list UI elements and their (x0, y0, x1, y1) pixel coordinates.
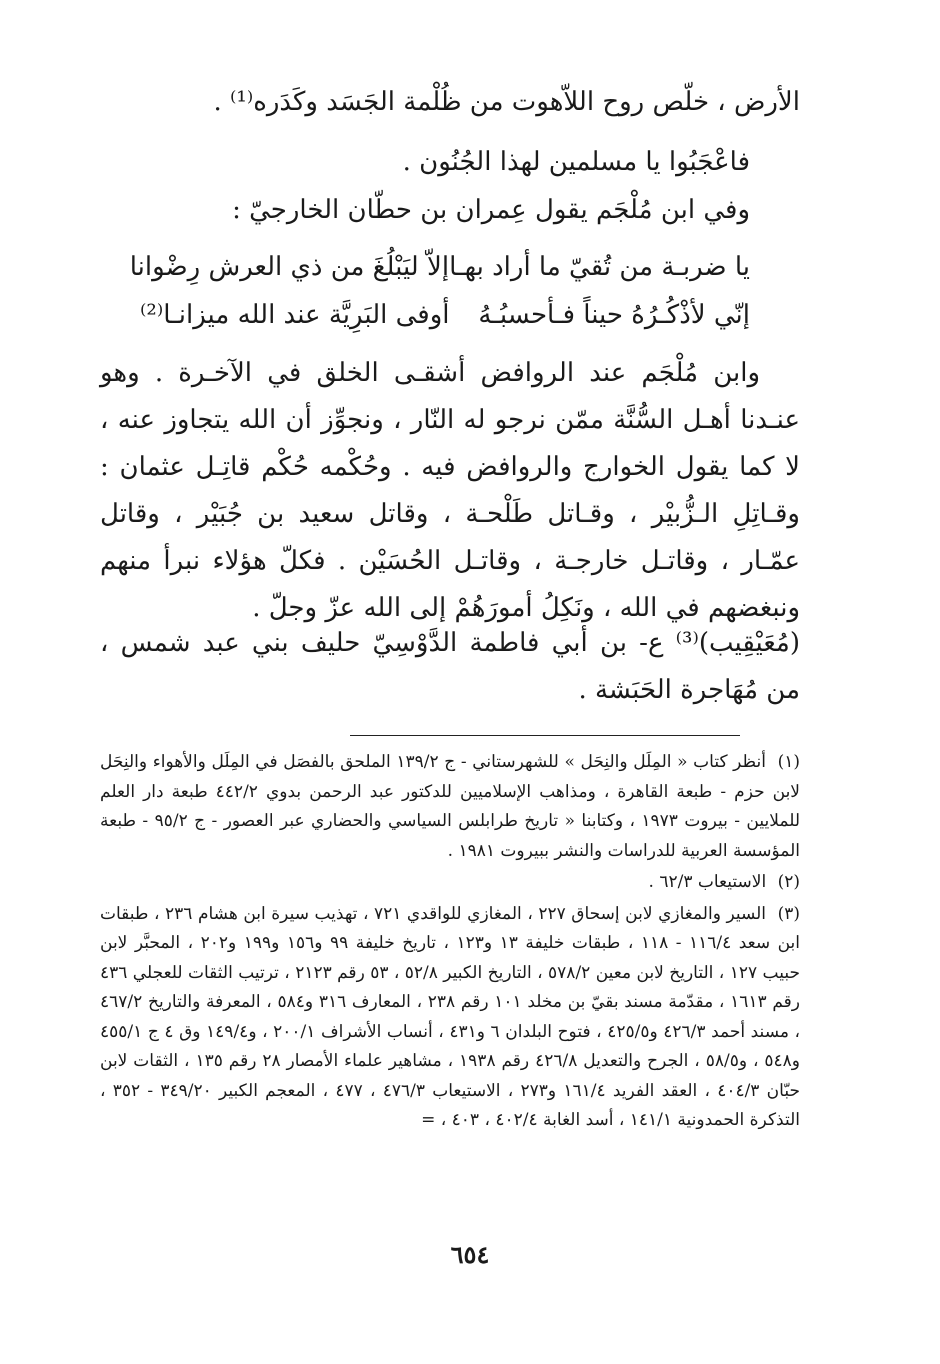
verse-2-second-hemistich: أوفى البَرِيَّة عند الله ميزانـا⁽²⁾ (140, 300, 450, 330)
body-line-3: وفي ابن مُلْجَم يقول عِمران بن حطّان الخارجيّ : (232, 195, 750, 225)
verse-1-first-hemistich: يا ضربـة من تُقيّ ما أراد بهـا (449, 252, 750, 282)
verse-2 (140, 293, 750, 337)
body-line-1: الأرض ، خلّص روح اللاّهوت من ظُلْمة الجَسَد وكَدَره⁽¹⁾ . (213, 87, 800, 117)
footnote-2-text: الاستيعاب ٦٢/٣ . (648, 872, 767, 892)
footnote-3-text: السير والمغازي لابن إسحاق ٢٢٧ ، المغازي للواقدي ٧٢١ ، تهذيب سيرة ابن هشام ٢٣٦ ، طبقات ابن سعد ١١٦/٤ - ١١٨ ، طبقات خليفة ١٣ و١٢٣ ، تاريخ خليفة ٩٩ و١٥٦ و١٩٩ و٢٠٢ ، المحبَّر لابن حبيب ١٢٧ ، التاريخ لابن معين ٥٧٨/٢ ، التاريخ الكبير ٥٢/٨ ، ٥٣ رقم ٢١٢٣ ، ترتيب الثقات للعجلي ٤٣٦ رقم ١٦١٣ ، مقدّمة مسند بقيّ بن مخلد ١٠١ رقم ٢٣٨ ، المعارف ٣١٦ و٥٨٤ ، المعرفة والتاريخ ٤٦٧/٢ ، مسند أحمد ٤٢٦/٣ و٤٢٥/٥ ، فتوح البلدان ٦ و٤٣١ ، أنساب الأشراف ٢٠٠/١ ، و١٤٩/٤ وق ٤ ج ٤٥٥/١ و٥٤٨ ، و٥٨/٥ ، الجرح والتعديل ٤٢٦/٨ رقم ١٩٣٨ ، مشاهير علماء الأمصار ٢٨ رقم ١٣٥ ، الثقات لابن حبّان ٤٠٤/٣ ، العقد الفريد ١٦١/٤ و٢٧٣ ، الاستيعاب ٤٧٦/٣ ، ٤٧٧ ، المعجم الكبير ٣٤٩/٢٠ - ٣٥٢ ، التذكرة الحمدونية ١٤١/١ ، أسد الغابة ٤٠٢/٤ ، ٤٠٣ ، = (100, 903, 801, 1130)
body-line-2: فاعْجَبُوا يا مسلمين لهذا الجُنُون . (402, 147, 750, 177)
footnote-3-label: (٣) (777, 903, 800, 924)
footnote-3 (100, 900, 800, 1136)
footnote-2 (100, 868, 800, 898)
footnote-1-label: (١) (777, 752, 801, 772)
footnote-separator (350, 735, 740, 736)
footnote-1 (100, 748, 800, 866)
verse-2-first-hemistich: إنّي لأذْكُـرُهُ حيناً فـأحسبُـهُ (478, 300, 750, 330)
page-number: ٦٥٤ (450, 1240, 490, 1269)
footnote-1-text: أنظر كتاب « المِلَل والنِحَل » للشهرستاني - ج ١٣٩/٢ الملحق بالفصَل في المِلَل والأهواء والنِحَل لابن حزم - طبعة القاهرة ، ومذاهب الإسلاميين للدكتور عبد الرحمن بدوي ٤٤٢/٢ طبعة دار العلم للملايين - بيروت ١٩٧٣ ، وكتابنا « تاريخ طرابلس السياسي والحضاري عبر العصور - ج ٩٥/٢ - طبعة المؤسسة العربية للدراسات والنشر ببيروت ١٩٨١ . (100, 752, 801, 861)
verse-1 (129, 245, 750, 289)
footnote-2-label: (٢) (777, 872, 800, 892)
verse-1-second-hemistich: إلاّ ليَبْلُغَ من ذي العرش رِضْوانا (129, 252, 450, 282)
footnotes (100, 748, 800, 1136)
paragraph-muayqib: (مُعَيْقِيب)⁽³⁾ ع- بن أبي فاطمة الدَّوْسِيّ حليف بني عبد شمس ، من مُهَاجرة الحَبَشة . (100, 628, 800, 705)
paragraph-ibn-muljam: وابن مُلْجَم عند الروافض أشقـى الخلق في الآخـرة . وهو عنـدنا أهـل السُّنَّة ممّن نرجو له النّار ، ونجوِّز أن الله يتجاوز عنه ، لا كما يقول الخوارج والروافض فيه . وحُكْمه حُكْم قاتِـل عثمان : وقـاتِلِ الـزُّبيْر ، وقـاتل طَلْحـة ، وقاتل سعيد بن جُبَيْر ، وقاتل عمّـار ، وقاتـل خارجـة ، وقاتـل الحُسَيْن . فكلّ هؤلاء نبرأ منهم ونبغضهم في الله ، ونَكِلُ أمورَهُمْ إلى الله عزّ وجلّ . (100, 358, 800, 623)
